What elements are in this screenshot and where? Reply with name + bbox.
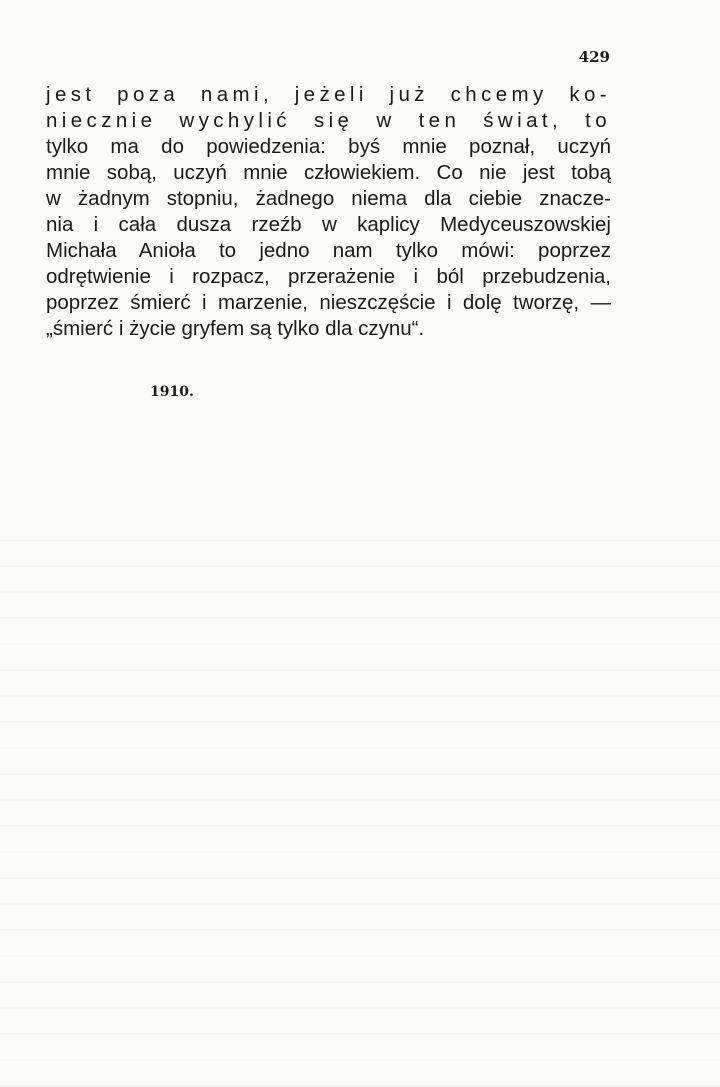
text-line-5: w żadnym stopniu, żadnego niema dla ciebie znacze- <box>46 187 611 210</box>
page-number: 429 <box>578 48 610 66</box>
text-line-3: tylko ma do powiedzenia: byś mnie poznał, uczyń <box>46 135 611 158</box>
text-line-6: nia i cała dusza rzeźb w kaplicy Medyceuszowskiej <box>46 213 611 236</box>
text-line-10: „śmierć i życie gryfem są tylko dla czynu“. <box>46 317 425 340</box>
body-text <box>46 82 611 342</box>
date-signature: 1910. <box>150 384 194 400</box>
bleed-through-texture <box>0 540 720 1087</box>
text-line-8: odrętwienie i rozpacz, przerażenie i ból przebudzenia, <box>46 265 611 288</box>
text-line-4: mnie sobą, uczyń mnie człowiekiem. Co nie jest tobą <box>46 161 611 184</box>
text-line-1: jest poza nami, jeżeli już chcemy ko- <box>46 83 611 106</box>
text-line-7: Michała Anioła to jedno nam tylko mówi: poprzez <box>46 239 611 262</box>
text-line-2: niecznie wychylić się w ten świat, to <box>46 109 611 132</box>
text-line-9: poprzez śmierć i marzenie, nieszczęście i dolę tworzę, — <box>46 291 611 314</box>
